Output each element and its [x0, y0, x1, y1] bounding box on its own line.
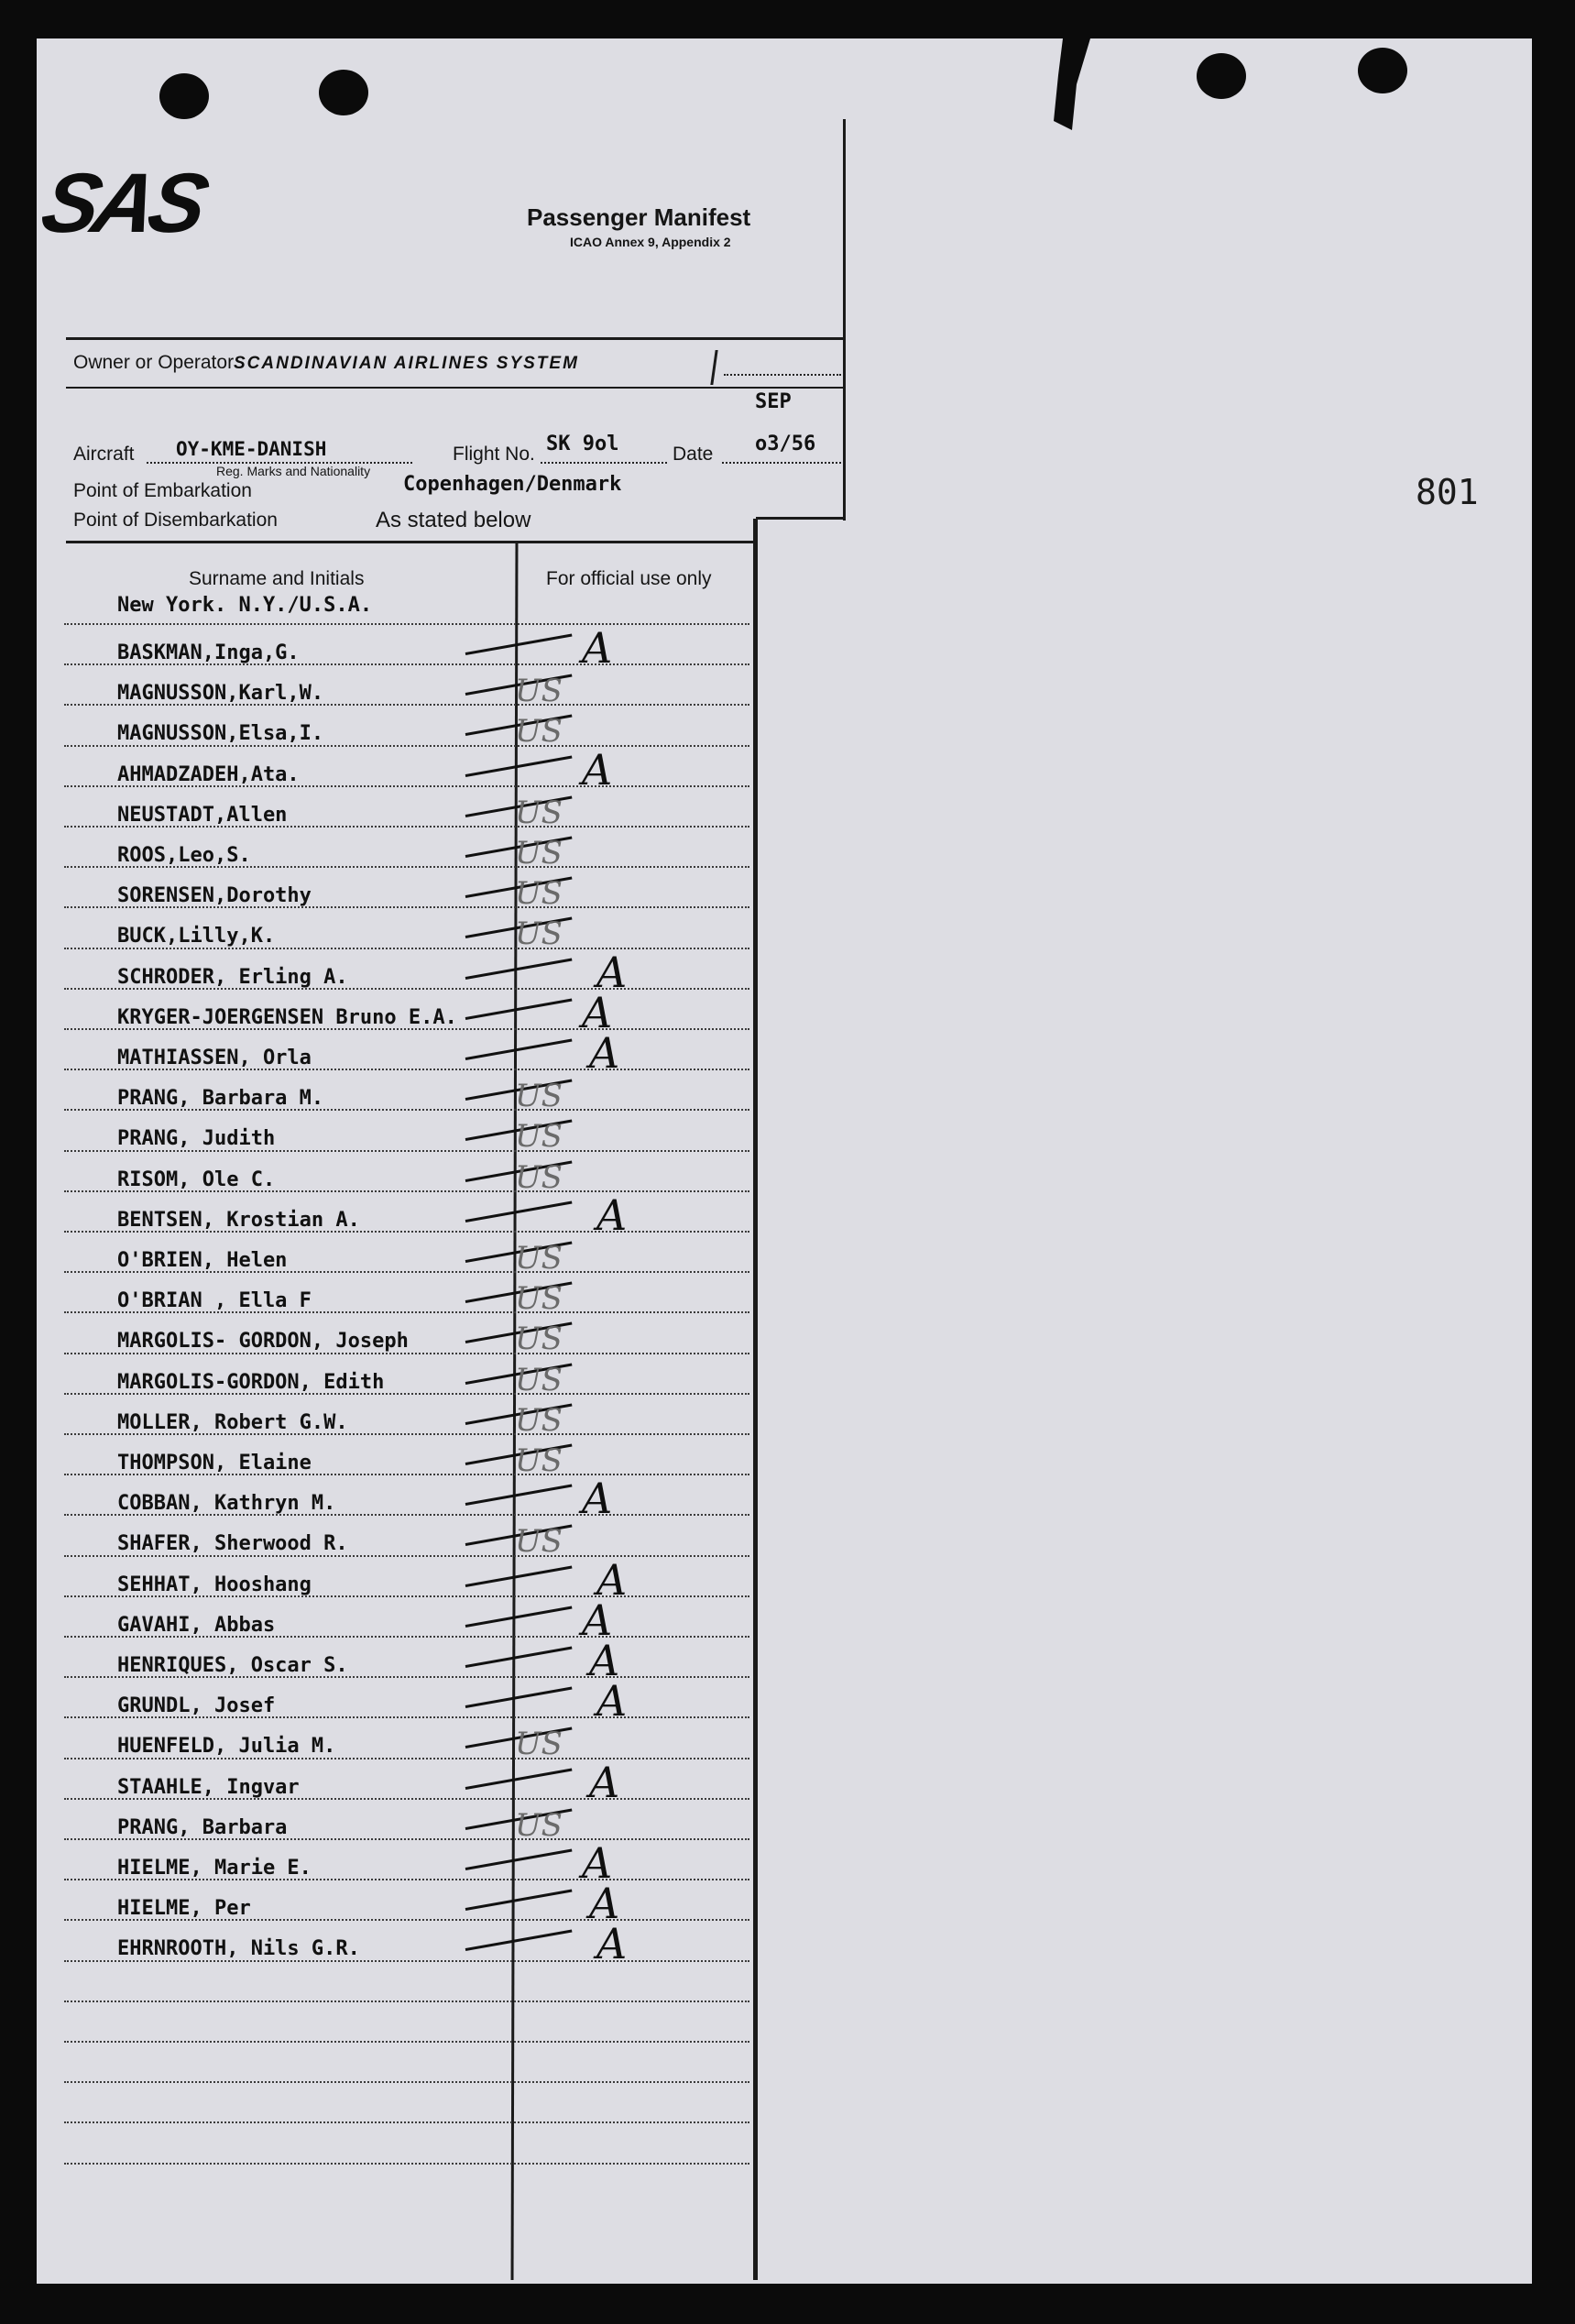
admitted-mark: A	[582, 987, 613, 1037]
admitted-mark: A	[582, 623, 613, 673]
passenger-name: PRANG, Judith	[117, 1127, 276, 1151]
us-mark: US	[515, 915, 563, 953]
passenger-name: SCHRODER, Erling A.	[117, 965, 348, 989]
date-label: Date	[673, 444, 714, 465]
aircraft-value: OY-KME-DANISH	[176, 438, 327, 460]
aircraft-label: Aircraft	[73, 444, 135, 465]
flight-value: SK 9ol	[546, 433, 619, 455]
owner-value: SCANDINAVIAN AIRLINES SYSTEM	[234, 354, 579, 373]
passenger-name: MOLLER, Robert G.W.	[117, 1410, 348, 1434]
passenger-name: PRANG, Barbara M.	[117, 1087, 324, 1111]
admitted-mark: A	[596, 947, 628, 997]
ruled-line	[64, 2121, 749, 2123]
punch-hole	[159, 73, 209, 119]
passenger-name: PRANG, Barbara	[117, 1815, 288, 1839]
passenger-name: THOMPSON, Elaine	[117, 1452, 312, 1474]
aircraft-note: Reg. Marks and Nationality	[216, 464, 371, 478]
ruled-line	[64, 623, 749, 625]
admitted-mark: A	[589, 1757, 620, 1807]
sheet-number: 801	[1416, 472, 1479, 512]
us-mark: US	[515, 835, 563, 872]
passenger-name: MATHIASSEN, Orla	[117, 1047, 312, 1069]
passenger-name: NEUSTADT,Allen	[117, 803, 288, 827]
admitted-mark: A	[582, 1474, 613, 1524]
form-subtitle: ICAO Annex 9, Appendix 2	[570, 235, 731, 249]
admitted-mark: A	[589, 1636, 620, 1685]
passenger-name: MARGOLIS-GORDON, Edith	[117, 1370, 385, 1394]
passenger-name: O'BRIEN, Helen	[117, 1249, 288, 1272]
us-mark: US	[515, 1118, 563, 1156]
punch-hole	[1358, 48, 1407, 93]
admitted-mark: A	[596, 1189, 628, 1240]
owner-label: Owner or Operator	[73, 352, 235, 373]
ruled-line	[64, 2163, 749, 2165]
passenger-name: SEHHAT, Hooshang	[117, 1573, 312, 1596]
passenger-name: ROOS,Leo,S.	[117, 844, 251, 867]
admitted-mark: A	[596, 1676, 628, 1727]
sas-logo: SAS	[34, 157, 212, 250]
passenger-name: SORENSEN,Dorothy	[117, 884, 312, 908]
embarkation-label: Point of Embarkation	[73, 480, 252, 501]
admitted-mark: A	[589, 1028, 620, 1078]
us-mark: US	[515, 1280, 563, 1318]
us-mark: US	[515, 1726, 563, 1763]
us-mark: US	[515, 1523, 563, 1561]
flight-dotline	[541, 462, 667, 464]
column-header-name: Surname and Initials	[189, 568, 365, 589]
admitted-mark: A	[582, 1838, 613, 1888]
admitted-mark: A	[589, 1879, 620, 1929]
date-dotline	[722, 462, 841, 464]
passenger-name: HUENFELD, Julia M.	[117, 1735, 336, 1759]
us-mark: US	[515, 875, 563, 913]
passenger-name: EHRNROOTH, Nils G.R.	[117, 1937, 360, 1961]
us-mark: US	[515, 1401, 563, 1439]
embarkation-value: Copenhagen/Denmark	[403, 473, 622, 496]
punch-hole	[319, 70, 368, 115]
passenger-name: HENRIQUES, Oscar S.	[117, 1654, 348, 1677]
form-title: Passenger Manifest	[527, 203, 751, 231]
table-right-border	[753, 519, 758, 2280]
passenger-name: BENTSEN, Krostian A.	[117, 1208, 360, 1232]
header-bottom-border	[756, 517, 846, 520]
us-mark: US	[515, 1361, 563, 1398]
us-mark: US	[515, 794, 563, 831]
us-mark: US	[515, 1078, 563, 1115]
us-mark: US	[515, 713, 563, 751]
passenger-name: HIELME, Per	[117, 1897, 251, 1921]
passenger-name: STAAHLE, Ingvar	[117, 1775, 300, 1799]
header-right-border	[843, 119, 846, 521]
passenger-name: AHMADZADEH,Ata.	[117, 762, 300, 786]
us-mark: US	[515, 1321, 563, 1358]
passenger-name: GRUNDL, Josef	[117, 1694, 276, 1718]
passenger-name: GAVAHI, Abbas	[117, 1613, 276, 1637]
passenger-name: RISOM, Ole C.	[117, 1167, 276, 1191]
ruled-line	[64, 2041, 749, 2043]
date-value: o3/56	[755, 433, 816, 455]
disembarkation-value: As stated below	[376, 508, 531, 532]
ruled-line	[64, 2001, 749, 2002]
passenger-name: MAGNUSSON,Karl,W.	[117, 682, 324, 706]
destination: New York. N.Y./U.S.A.	[117, 594, 373, 617]
us-mark: US	[515, 1240, 563, 1277]
passenger-name: HIELME, Marie E.	[117, 1857, 312, 1880]
us-mark: US	[515, 1806, 563, 1844]
aircraft-dotline	[147, 462, 412, 464]
flight-label: Flight No.	[453, 444, 535, 465]
admitted-mark: A	[582, 744, 613, 795]
us-mark: US	[515, 1442, 563, 1479]
us-mark: US	[515, 1158, 563, 1196]
column-header-official: For official use only	[546, 568, 712, 589]
divider-line	[66, 387, 845, 389]
punch-hole	[1197, 53, 1246, 99]
passenger-name: KRYGER-JOERGENSEN Bruno E.A.	[117, 1005, 457, 1029]
passenger-name: MAGNUSSON,Elsa,I.	[117, 722, 324, 746]
passenger-name: BASKMAN,Inga,G.	[117, 641, 300, 664]
owner-dotline	[724, 374, 841, 376]
passenger-name: COBBAN, Kathryn M.	[117, 1492, 336, 1516]
passenger-name: BUCK,Lilly,K.	[117, 925, 276, 948]
table-top-border	[66, 541, 755, 543]
passenger-name: O'BRIAN , Ella F	[117, 1289, 312, 1313]
admitted-mark: A	[596, 1919, 628, 1969]
divider-line	[66, 337, 845, 340]
passenger-name: SHAFER, Sherwood R.	[117, 1532, 348, 1556]
admitted-mark: A	[582, 1595, 613, 1645]
ruled-line	[64, 2081, 749, 2083]
date-month: SEP	[755, 390, 792, 413]
us-mark: US	[515, 673, 563, 710]
disembarkation-label: Point of Disembarkation	[73, 510, 278, 531]
passenger-name: MARGOLIS- GORDON, Joseph	[117, 1330, 409, 1354]
admitted-mark: A	[596, 1554, 628, 1605]
